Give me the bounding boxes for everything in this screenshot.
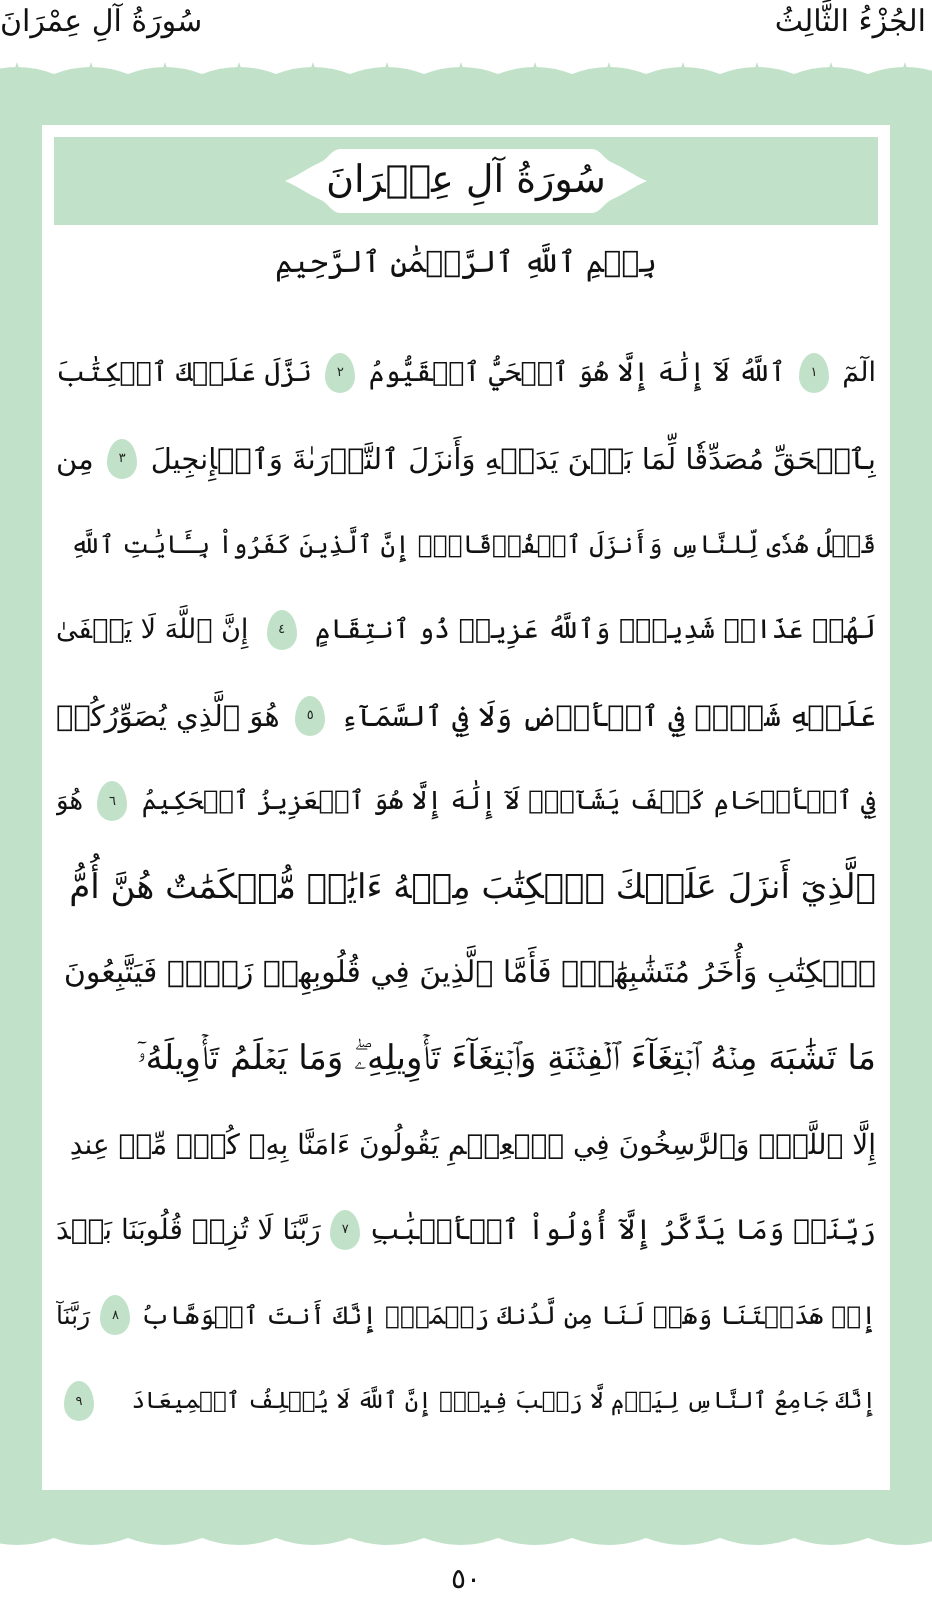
ayah-number-marker: ٥ bbox=[295, 696, 325, 736]
verse-line bbox=[56, 1187, 876, 1273]
scallop-bottom-border-icon bbox=[0, 1530, 932, 1554]
ayah-number-marker: ٧ bbox=[330, 1210, 360, 1250]
juz-label: الجُزْءُ الثَّالِثُ bbox=[774, 4, 926, 39]
verse-text: هُوَ ٱلَّذِي يُصَوِّرُكُمۡ bbox=[56, 698, 280, 733]
verse-text: مِن bbox=[56, 441, 94, 476]
verse-text: قَبۡلُ هُدٗى لِّلنَّاسِ وَأَنزَلَ ٱلۡفُرۡقَانَۗ إِنَّ ٱلَّذِينَ كَفَرُواْ بِـَٔايَٰتِ ٱللَّهِ bbox=[70, 529, 876, 559]
surah-label: سُورَةُ آلِ عِمْرَانَ bbox=[0, 4, 203, 39]
verse-text: بِٱلۡحَقِّ مُصَدِّقٗا لِّمَا بَيۡنَ يَدَيۡهِ وَأَنزَلَ ٱلتَّوۡرَىٰةَ وَٱلۡإِنجِيلَ bbox=[150, 441, 876, 476]
verse-line bbox=[56, 930, 876, 1016]
verse-lines bbox=[56, 330, 876, 1444]
verse-text: ٱللَّهُ لَآ إِلَٰهَ إِلَّا هُوَ ٱلۡحَيُّ ٱلۡقَيُّومُ bbox=[368, 357, 786, 389]
verse-line bbox=[56, 1016, 876, 1102]
verse-text: ٱلۡكِتَٰبِ وَأُخَرُ مُتَشَٰبِهَٰتٞۖ فَأَمَّا ٱلَّذِينَ فِي قُلُوبِهِمۡ زَيۡغٞ فَيَتَّبِعُونَ bbox=[63, 955, 876, 991]
verse-text: عَلَيۡهِ شَيۡءٞ فِي ٱلۡأَرۡضِ وَلَا فِي ٱلسَّمَآءِ bbox=[340, 698, 876, 733]
ayah-number-marker: ٦ bbox=[97, 781, 127, 821]
verse-text: الٓمٓ bbox=[842, 357, 876, 389]
surah-title: سُورَةُ آلِ عِمۡرَانَ bbox=[326, 157, 606, 201]
verse-line bbox=[56, 330, 876, 416]
verse-line bbox=[56, 1358, 876, 1444]
verse-line bbox=[56, 673, 876, 759]
basmala: بِسۡمِ ٱللَّهِ ٱلرَّحۡمَٰنِ ٱلرَّحِيمِ bbox=[275, 245, 657, 280]
verse-line bbox=[56, 416, 876, 502]
ayah-number-marker: ٩ bbox=[64, 1381, 94, 1421]
verse-text: إِلَّا ٱللَّهُۗ وَٱلرَّٰسِخُونَ فِي ٱلۡعِلۡمِ يَقُولُونَ ءَامَنَّا بِهِۦ كُلّٞ مِّنۡ عِندِ bbox=[69, 1127, 876, 1161]
verse-line bbox=[56, 844, 876, 930]
verse-text: إِنَّ ٱللَّهَ لَا يَخۡفَىٰ bbox=[56, 614, 249, 646]
verse-text: لَهُمۡ عَذَابٞ شَدِيدٞۗ وَٱللَّهُ عَزِيزٞ ذُو ٱنتِقَامٍ bbox=[314, 614, 876, 646]
verse-line bbox=[56, 1273, 876, 1359]
verse-text: إِذۡ هَدَيۡتَنَا وَهَبۡ لَنَا مِن لَّدُنكَ رَحۡمَةًۚ إِنَّكَ أَنتَ ٱلۡوَهَّابُ bbox=[140, 1300, 876, 1330]
text-panel bbox=[42, 125, 890, 1490]
running-header bbox=[0, 0, 932, 56]
verse-line bbox=[56, 501, 876, 587]
ayah-number-marker: ٤ bbox=[267, 610, 297, 650]
verse-text: ٱلَّذِيٓ أَنزَلَ عَلَيۡكَ ٱلۡكِتَٰبَ مِنۡهُ ءَايَٰتٞ مُّحۡكَمَٰتٌ هُنَّ أُمُّ bbox=[69, 866, 876, 907]
ayah-number-marker: ١ bbox=[799, 353, 829, 393]
ayah-number-marker: ٢ bbox=[325, 353, 355, 393]
ayah-number-marker: ٣ bbox=[107, 439, 137, 479]
surah-title-band bbox=[54, 137, 878, 225]
verse-text: رَبِّنَاۗ وَمَا يَذَّكَّرُ إِلَّآ أُوْلُواْ ٱلۡأَلۡبَٰبِ bbox=[369, 1213, 876, 1247]
verse-line bbox=[56, 758, 876, 844]
ayah-number-marker: ٨ bbox=[100, 1295, 130, 1335]
verse-line bbox=[56, 587, 876, 673]
verse-text: نَزَّلَ عَلَيۡكَ ٱلۡكِتَٰبَ bbox=[56, 357, 313, 389]
title-cartouche bbox=[281, 145, 651, 217]
verse-text: مَا تَشَٰبَهَ مِنۡهُ ٱبۡتِغَآءَ ٱلۡفِتۡنَةِ وَٱبۡتِغَآءَ تَأۡوِيلِهِۦۖ وَمَا يَعۡلَمُ تَأۡوِيلَهُۥٓ bbox=[137, 1038, 876, 1079]
verse-text: هُوَ bbox=[56, 786, 84, 817]
verse-text: رَبَّنَا لَا تُزِغۡ قُلُوبَنَا بَعۡدَ bbox=[56, 1213, 321, 1247]
page-number: ٥٠ bbox=[450, 1562, 482, 1595]
verse-text: فِي ٱلۡأَرۡحَامِ كَيۡفَ يَشَآءُۚ لَآ إِلَٰهَ إِلَّا هُوَ ٱلۡعَزِيزُ ٱلۡحَكِيمُ bbox=[141, 786, 876, 817]
scallop-top-border-icon bbox=[0, 58, 932, 82]
verse-text: رَبَّنَآ bbox=[56, 1300, 91, 1330]
verse-line bbox=[56, 1101, 876, 1187]
verse-text: إِنَّكَ جَامِعُ ٱلنَّاسِ لِيَوۡمٖ لَّا رَيۡبَ فِيهِۚ إِنَّ ٱللَّهَ لَا يُخۡلِفُ ٱلۡمِيعَادَ bbox=[131, 1388, 876, 1415]
